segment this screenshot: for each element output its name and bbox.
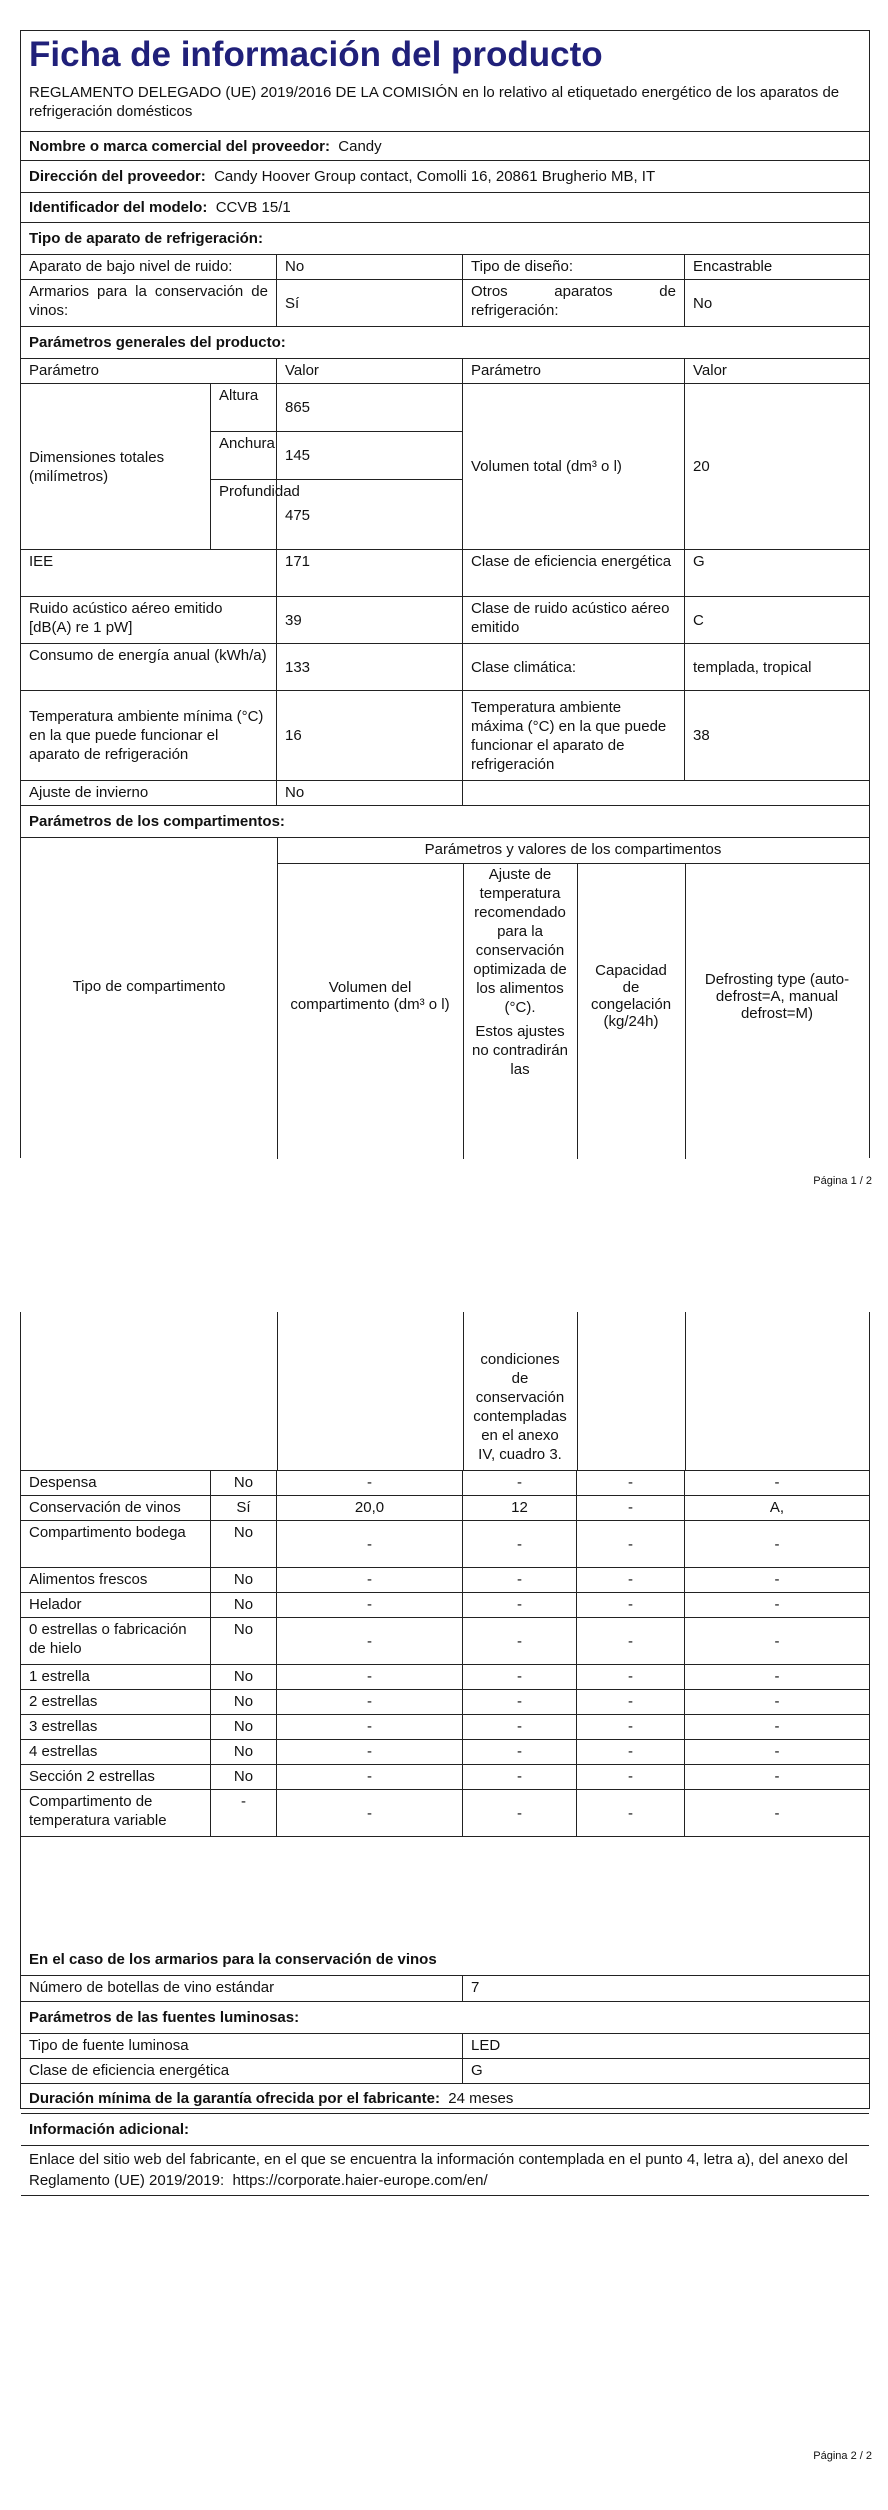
dimensions-block xyxy=(21,384,869,550)
additional-text-row xyxy=(21,2146,869,2196)
appliance-type-heading-row xyxy=(21,223,869,255)
compartment-temp: 12 xyxy=(463,1496,577,1520)
width-value: 145 xyxy=(277,432,462,480)
address-row xyxy=(21,161,869,193)
compartment-temp: - xyxy=(463,1790,577,1836)
compartment-row xyxy=(21,1665,869,1690)
model-row xyxy=(21,193,869,223)
compartment-volume: - xyxy=(277,1765,463,1789)
total-volume-label: Volumen total (dm³ o l) xyxy=(463,384,685,549)
additional-heading: Información adicional: xyxy=(29,2121,190,2138)
compartment-present: No xyxy=(211,1665,277,1689)
compartment-freeze: - xyxy=(577,1593,685,1617)
compartment-temp: - xyxy=(463,1521,577,1567)
appliance-type-row-2 xyxy=(21,280,869,327)
depth-value: 475 xyxy=(285,506,311,524)
compartment-present: No xyxy=(211,1593,277,1617)
compartment-defrost: - xyxy=(774,1768,780,1785)
compartment-freeze: - xyxy=(577,1618,685,1664)
low-noise-value: No xyxy=(277,255,463,279)
compartment-temp: - xyxy=(463,1618,577,1664)
light-class-value: G xyxy=(471,2062,483,2079)
compartment-present: No xyxy=(211,1521,277,1567)
model-label: Identificador del modelo: xyxy=(29,199,208,216)
bottles-value: 7 xyxy=(471,1979,480,1996)
compartment-group-header: Parámetros y valores de los compartimentos xyxy=(424,841,722,858)
compartment-temp: - xyxy=(463,1665,577,1689)
address-label: Dirección del proveedor: xyxy=(29,168,206,185)
temp-setting-header-part2: Estos ajustes no contradirán las xyxy=(472,1023,568,1078)
compartment-name: Compartimento de temperatura variable xyxy=(21,1790,211,1836)
manufacturer-link[interactable]: https://corporate.haier-europe.com/en/ xyxy=(232,2172,488,2189)
noise-label: Ruido acústico aéreo emitido [dB(A) re 1 pW] xyxy=(21,597,277,643)
temperature-row xyxy=(21,691,869,781)
compartment-name: Alimentos frescos xyxy=(21,1568,211,1592)
compartment-freeze: - xyxy=(577,1740,685,1764)
compartment-temp: - xyxy=(463,1471,577,1495)
supplier-row xyxy=(21,132,869,161)
compartment-name: 3 estrellas xyxy=(21,1715,211,1739)
compartment-present: - xyxy=(211,1790,277,1836)
compartment-freeze: - xyxy=(577,1568,685,1592)
compartment-volume: - xyxy=(277,1690,463,1714)
title-row xyxy=(21,31,869,78)
model-value: CCVB 15/1 xyxy=(215,199,291,216)
climate-value: templada, tropical xyxy=(693,658,812,676)
compartment-freeze: - xyxy=(577,1665,685,1689)
compartment-volume: - xyxy=(277,1715,463,1739)
compartment-freeze: - xyxy=(577,1496,685,1520)
compartment-volume-header: Volumen del compartimento (dm³ o l) xyxy=(290,979,450,1013)
compartment-defrost: - xyxy=(774,1474,780,1491)
defrosting-type-header: Defrosting type (auto-defrost=A, manual defrost=M) xyxy=(704,970,850,1022)
climate-label: Clase climática: xyxy=(463,644,685,690)
compartment-temp: - xyxy=(463,1593,577,1617)
light-type-row xyxy=(21,2034,869,2059)
regulation-row xyxy=(21,78,869,132)
winter-label: Ajuste de invierno xyxy=(21,781,277,805)
max-temp-label: Temperatura ambiente máxima (°C) en la que puede funcionar el aparato de refrigeración xyxy=(463,691,685,780)
general-header-row xyxy=(21,359,869,384)
min-temp-value: 16 xyxy=(277,691,463,780)
compartment-row xyxy=(21,1618,869,1665)
regulation-text: REGLAMENTO DELEGADO (UE) 2019/2016 DE LA COMISIÓN en lo relativo al etiquetado energético de los aparatos de refrigeración domésticos xyxy=(29,84,840,120)
compartment-defrost: - xyxy=(774,1718,780,1735)
temp-setting-header-part1: Ajuste de temperatura recomendado para la conservación optimizada de los alimentos (°C). xyxy=(473,866,567,1016)
compartment-name: Conservación de vinos xyxy=(21,1496,211,1520)
light-type-label: Tipo de fuente luminosa xyxy=(21,2034,463,2058)
winter-row xyxy=(21,781,869,806)
noise-class-label: Clase de ruido acústico aéreo emitido xyxy=(463,597,685,643)
compartment-freeze: - xyxy=(577,1765,685,1789)
other-appliance-label: Otros aparatos de refrigeración: xyxy=(463,280,685,326)
height-value: 865 xyxy=(277,384,462,432)
compartment-row xyxy=(21,1740,869,1765)
compartment-freeze: - xyxy=(577,1790,685,1836)
noise-class-value: C xyxy=(693,611,704,629)
compartment-temp: - xyxy=(463,1690,577,1714)
total-volume-value: 20 xyxy=(693,458,710,475)
compartment-temp: - xyxy=(463,1568,577,1592)
compartment-temp: - xyxy=(463,1740,577,1764)
light-class-row xyxy=(21,2059,869,2084)
light-type-value: LED xyxy=(471,2037,501,2054)
warranty-value: 24 meses xyxy=(448,2090,514,2107)
eei-row xyxy=(21,550,869,597)
value-header-1: Valor xyxy=(277,359,463,383)
eei-value: 171 xyxy=(277,550,463,596)
height-label: Altura xyxy=(211,384,277,432)
low-noise-label: Aparato de bajo nivel de ruido: xyxy=(21,255,277,279)
additional-heading-row xyxy=(21,2114,869,2146)
compartment-present: No xyxy=(211,1715,277,1739)
wine-cabinet-label: Armarios para la conservación de vinos: xyxy=(21,280,277,326)
address-value: Candy Hoover Group contact, Comolli 16, 20861 Brugherio MB, IT xyxy=(214,168,656,185)
compartment-present: No xyxy=(211,1471,277,1495)
compartment-freeze: - xyxy=(577,1521,685,1567)
supplier-label: Nombre o marca comercial del proveedor: xyxy=(29,137,330,155)
compartment-volume: - xyxy=(277,1665,463,1689)
compartment-name: Despensa xyxy=(21,1471,211,1495)
appliance-type-row-1 xyxy=(21,255,869,280)
noise-value: 39 xyxy=(277,597,463,643)
compartment-present: No xyxy=(211,1765,277,1789)
compartment-row xyxy=(21,1471,869,1496)
compartments-heading-row xyxy=(21,806,869,838)
compartment-defrost: - xyxy=(774,1668,780,1685)
page-2 xyxy=(0,1255,888,2510)
wine-cabinet-value: Sí xyxy=(277,280,463,326)
compartment-row xyxy=(21,1765,869,1790)
compartment-name: Helador xyxy=(21,1593,211,1617)
efficiency-class-label: Clase de eficiencia energética xyxy=(463,550,685,596)
energy-label: Consumo de energía anual (kWh/a) xyxy=(21,644,277,690)
compartment-defrost: A, xyxy=(769,1499,785,1516)
light-class-label: Clase de eficiencia energética xyxy=(21,2059,463,2083)
max-temp-value: 38 xyxy=(693,727,710,744)
width-label: Anchura xyxy=(211,432,277,480)
compartment-volume: - xyxy=(277,1593,463,1617)
compartment-defrost: - xyxy=(774,1535,780,1553)
dimensions-label: Dimensiones totales (milímetros) xyxy=(21,384,211,549)
efficiency-class-value: G xyxy=(693,553,705,570)
compartment-defrost: - xyxy=(774,1804,780,1822)
freezing-capacity-header: Capacidad de congelación (kg/24h) xyxy=(590,962,672,1030)
compartment-volume: - xyxy=(277,1618,463,1664)
compartment-present: Sí xyxy=(211,1496,277,1520)
compartment-name: 4 estrellas xyxy=(21,1740,211,1764)
compartment-name: Sección 2 estrellas xyxy=(21,1765,211,1789)
compartment-row xyxy=(21,1715,869,1740)
warranty-row xyxy=(21,2084,869,2114)
compartment-volume: - xyxy=(277,1471,463,1495)
other-appliance-value: No xyxy=(693,294,713,312)
compartment-volume: - xyxy=(277,1740,463,1764)
light-heading-row xyxy=(21,2002,869,2034)
bottles-label: Número de botellas de vino estándar xyxy=(21,1976,463,2001)
appliance-type-heading: Tipo de aparato de refrigeración: xyxy=(29,230,263,247)
min-temp-label: Temperatura ambiente mínima (°C) en la que puede funcionar el aparato de refrigeración xyxy=(21,691,277,780)
wine-heading: En el caso de los armarios para la conservación de vinos xyxy=(29,1951,437,1968)
light-heading: Parámetros de las fuentes luminosas: xyxy=(29,2009,300,2026)
compartment-defrost: - xyxy=(774,1743,780,1760)
compartment-name: 1 estrella xyxy=(21,1665,211,1689)
compartment-row xyxy=(21,1521,869,1568)
compartment-name: 2 estrellas xyxy=(21,1690,211,1714)
compartment-temp: - xyxy=(463,1715,577,1739)
compartment-present: No xyxy=(211,1740,277,1764)
compartment-row xyxy=(21,1790,869,1837)
compartment-defrost: - xyxy=(774,1632,780,1650)
design-label: Tipo de diseño: xyxy=(463,255,685,279)
general-heading: Parámetros generales del producto: xyxy=(29,334,286,351)
page-number-2: Página 2 / 2 xyxy=(813,2450,872,2462)
product-sheet-frame-continued xyxy=(20,1312,870,2189)
eei-label: IEE xyxy=(21,550,277,596)
compartment-row xyxy=(21,1690,869,1715)
warranty-label: Duración mínima de la garantía ofrecida por el fabricante: xyxy=(29,2090,440,2107)
winter-value: No xyxy=(277,781,463,805)
bottles-row xyxy=(21,1976,869,2002)
energy-row xyxy=(21,644,869,691)
energy-value: 133 xyxy=(277,644,463,690)
product-sheet-frame xyxy=(20,30,870,1158)
page-title: Ficha de información del producto xyxy=(29,35,603,74)
compartment-defrost: - xyxy=(774,1571,780,1588)
compartment-name: Compartimento bodega xyxy=(21,1521,211,1567)
compartment-temp: - xyxy=(463,1765,577,1789)
general-heading-row xyxy=(21,327,869,359)
compartment-volume: - xyxy=(277,1568,463,1592)
param-header-2: Parámetro xyxy=(463,359,685,383)
compartment-present: No xyxy=(211,1568,277,1592)
compartment-defrost: - xyxy=(774,1693,780,1710)
page-number-1: Página 1 / 2 xyxy=(813,1175,872,1187)
compartment-present: No xyxy=(211,1690,277,1714)
compartment-freeze: - xyxy=(577,1715,685,1739)
wine-heading-row xyxy=(21,1944,869,1976)
compartment-freeze: - xyxy=(577,1690,685,1714)
compartment-type-header: Tipo de compartimento xyxy=(72,977,226,995)
noise-row xyxy=(21,597,869,644)
compartment-present: No xyxy=(211,1618,277,1664)
compartment-row xyxy=(21,1568,869,1593)
compartments-heading: Parámetros de los compartimentos: xyxy=(29,813,285,830)
compartment-freeze: - xyxy=(577,1471,685,1495)
supplier-value: Candy xyxy=(338,137,382,155)
param-header-1: Parámetro xyxy=(21,359,277,383)
depth-label: Profundidad xyxy=(219,483,300,500)
compartment-volume: - xyxy=(277,1521,463,1567)
compartments-header xyxy=(21,838,869,1159)
compartment-row xyxy=(21,1496,869,1521)
temp-setting-header-part3: condiciones de conservación contempladas en el anexo IV, cuadro 3. xyxy=(473,1351,567,1463)
design-value: Encastrable xyxy=(693,258,773,275)
compartment-row xyxy=(21,1593,869,1618)
additional-text: Enlace del sitio web del fabricante, en el que se encuentra la información contemplada en el punto 4, letra a), del anexo del Reglamento (UE) 2019/2019: xyxy=(29,2151,848,2189)
compartment-defrost: - xyxy=(774,1596,780,1613)
value-header-2: Valor xyxy=(693,362,727,379)
compartments-header-continued xyxy=(21,1312,869,1471)
compartment-volume: 20,0 xyxy=(277,1496,463,1520)
compartment-volume: - xyxy=(277,1790,463,1836)
compartment-name: 0 estrellas o fabricación de hielo xyxy=(21,1618,211,1664)
